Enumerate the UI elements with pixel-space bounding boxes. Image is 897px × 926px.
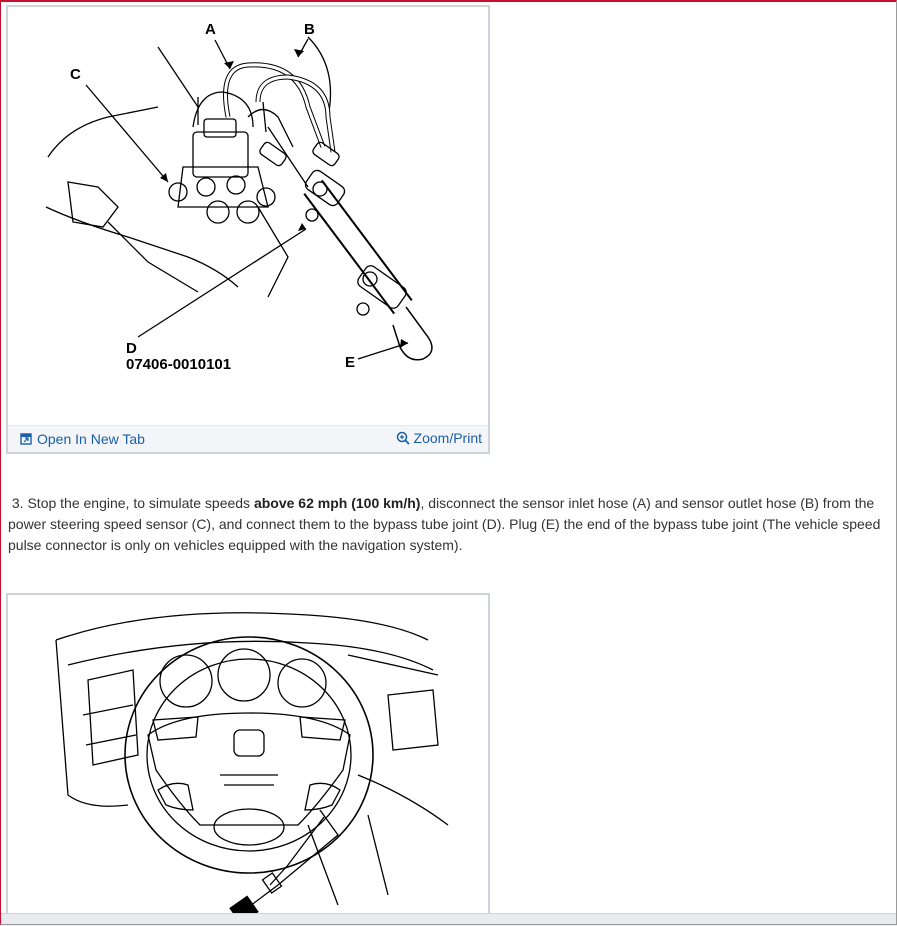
label-e: E xyxy=(345,354,356,371)
hose-bypass-illustration xyxy=(8,7,488,427)
step-number: 3. xyxy=(11,495,24,511)
zoom-icon xyxy=(396,431,410,445)
step-3-instruction xyxy=(8,493,890,556)
window-bottom-bar xyxy=(0,913,897,926)
figure-toolbar xyxy=(8,425,488,452)
steering-wheel-illustration xyxy=(8,595,488,923)
label-a: A xyxy=(205,21,216,38)
part-number-label: 07406-0010101 xyxy=(126,356,232,373)
zoom-print-link[interactable] xyxy=(396,430,482,446)
steering-wheel-diagram xyxy=(6,593,490,923)
engine-outline xyxy=(48,107,158,157)
open-in-new-tab-link[interactable] xyxy=(20,431,145,447)
new-tab-icon xyxy=(20,433,32,445)
window-top-edge xyxy=(0,0,897,2)
label-d: D xyxy=(126,340,137,357)
open-in-new-tab-label: Open In New Tab xyxy=(37,431,145,447)
label-b: B xyxy=(304,21,315,38)
label-c: C xyxy=(70,66,81,83)
step-text-start: Stop the engine, to simulate speeds xyxy=(27,495,254,511)
sensor-hose-diagram xyxy=(6,5,490,454)
step-text-bold: above 62 mph (100 km/h) xyxy=(253,495,421,511)
step-text-end: , disconnect the sensor inlet hose (A) and sensor outlet hose (B) from the power steering speed sensor (C), and connect them to the bypass tube joint (D). Plug (E) the end of the bypass tube joint (The vehicle speed pulse connector is only on vehicles equipped with the navigation system). xyxy=(8,495,881,553)
zoom-print-label: Zoom/Print xyxy=(413,430,482,446)
